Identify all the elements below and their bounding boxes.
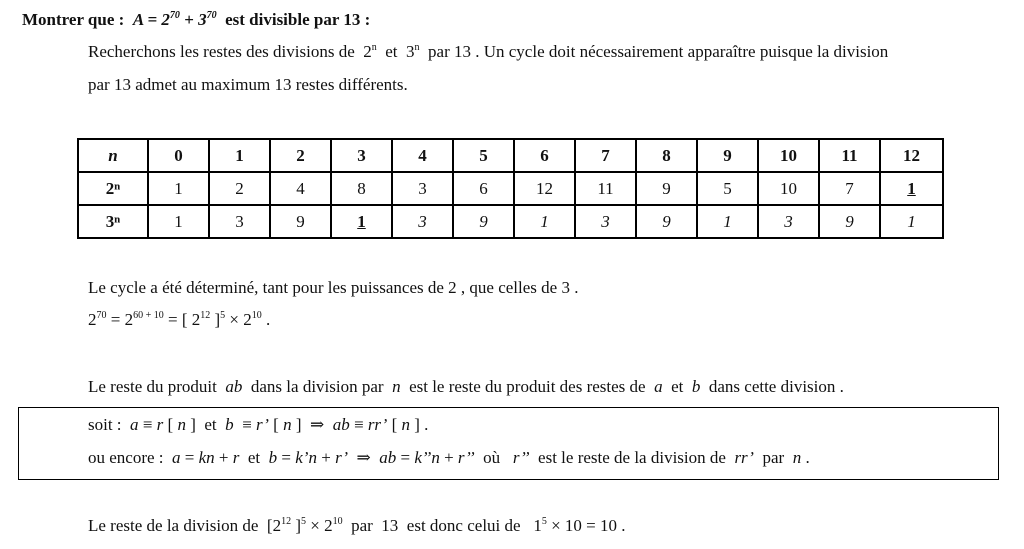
table-cell-cycle-marker: [880, 172, 943, 205]
table-header-cell: 4: [392, 139, 453, 172]
box-line-1: soit : a ≡ r [ n ] et b ≡ r’ [ n ] ⇒ ab ≡ rr’ [ n ] .: [88, 415, 429, 434]
table-cell: 3: [575, 205, 636, 238]
table-header-cell: 2: [270, 139, 331, 172]
table-cell: 1: [697, 205, 758, 238]
table-header-cell: 9: [697, 139, 758, 172]
table-header-cell: 3: [331, 139, 392, 172]
table-header-cell: 1: [209, 139, 270, 172]
table-cell: 4: [270, 172, 331, 205]
title: [22, 10, 370, 30]
cycle-marker: 1: [357, 211, 366, 231]
cycle-line: Le cycle a été déterminé, tant pour les puissances de 2 , que celles de 3 .: [88, 278, 579, 297]
table-header-cell: 0: [148, 139, 209, 172]
table-header-cell: 10: [758, 139, 819, 172]
conclusion-line: Le reste de la division de [$2^{12}$ ]$^5 \times 2^{10}$ par 13 est donc celui de $1^5 \times 10 = 10$ .: [88, 516, 626, 535]
table-header-cell: n: [78, 139, 148, 172]
table-cell: 1: [148, 172, 209, 205]
cycle-marker: 1: [907, 178, 916, 198]
title-suffix: est divisible par 13 :: [225, 10, 371, 29]
table-cell-cycle-marker: [331, 205, 392, 238]
table-cell: 7: [819, 172, 880, 205]
table-cell: 9: [636, 172, 697, 205]
table-cell: 3: [392, 172, 453, 205]
table-cell: 9: [453, 205, 514, 238]
title-label: Montrer que :: [22, 10, 125, 29]
table-row-label: 2ⁿ: [78, 172, 148, 205]
table-cell: 8: [331, 172, 392, 205]
table-cell: 9: [270, 205, 331, 238]
table-cell: 10: [758, 172, 819, 205]
table-header-cell: 11: [819, 139, 880, 172]
table-header-cell: 5: [453, 139, 514, 172]
table-cell: 1: [514, 205, 575, 238]
table-row-powers-of-3: [78, 205, 943, 238]
rule-line: Le reste du produit ab dans la division par n est le reste du produit des restes de a et b dans cette division .: [88, 377, 844, 396]
table-cell: 5: [697, 172, 758, 205]
table-header-cell: 12: [880, 139, 943, 172]
table-cell: 12: [514, 172, 575, 205]
table-header-cell: 8: [636, 139, 697, 172]
table-row-label: 3ⁿ: [78, 205, 148, 238]
cycle-equation: $2^{70} = 2^{60 + 10}$ = [ $2^{12}$ ]$^5 \times 2^{10}$ .: [88, 310, 271, 329]
intro-line-2: par 13 admet au maximum 13 restes différents.: [88, 75, 408, 94]
table-cell: 9: [819, 205, 880, 238]
table-cell: 3: [758, 205, 819, 238]
intro-line-1: Recherchons les restes des divisions de 2$^n$ et 3$^n$ par 13 . Un cycle doit nécessairement apparaître puisque la division: [88, 42, 889, 61]
title-expression: $A = 2^{70} + 3^{70}$: [128, 10, 217, 29]
table-header-row: [78, 139, 943, 172]
table-header-cell: 7: [575, 139, 636, 172]
table-header-cell: 6: [514, 139, 575, 172]
table-row-powers-of-2: [78, 172, 943, 205]
table-cell: 3: [392, 205, 453, 238]
table-cell: 2: [209, 172, 270, 205]
table-cell: 1: [880, 205, 943, 238]
table-cell: 3: [209, 205, 270, 238]
table-cell: 9: [636, 205, 697, 238]
table-cell: 1: [148, 205, 209, 238]
table-cell: 6: [453, 172, 514, 205]
box-line-2: ou encore : a = kn + r et b = k’n + r’ ⇒ ab = k’’n + r’’ où r’’ est le reste de la division de rr’ par n .: [88, 448, 810, 467]
remainders-table: [77, 138, 944, 239]
table-cell: 11: [575, 172, 636, 205]
